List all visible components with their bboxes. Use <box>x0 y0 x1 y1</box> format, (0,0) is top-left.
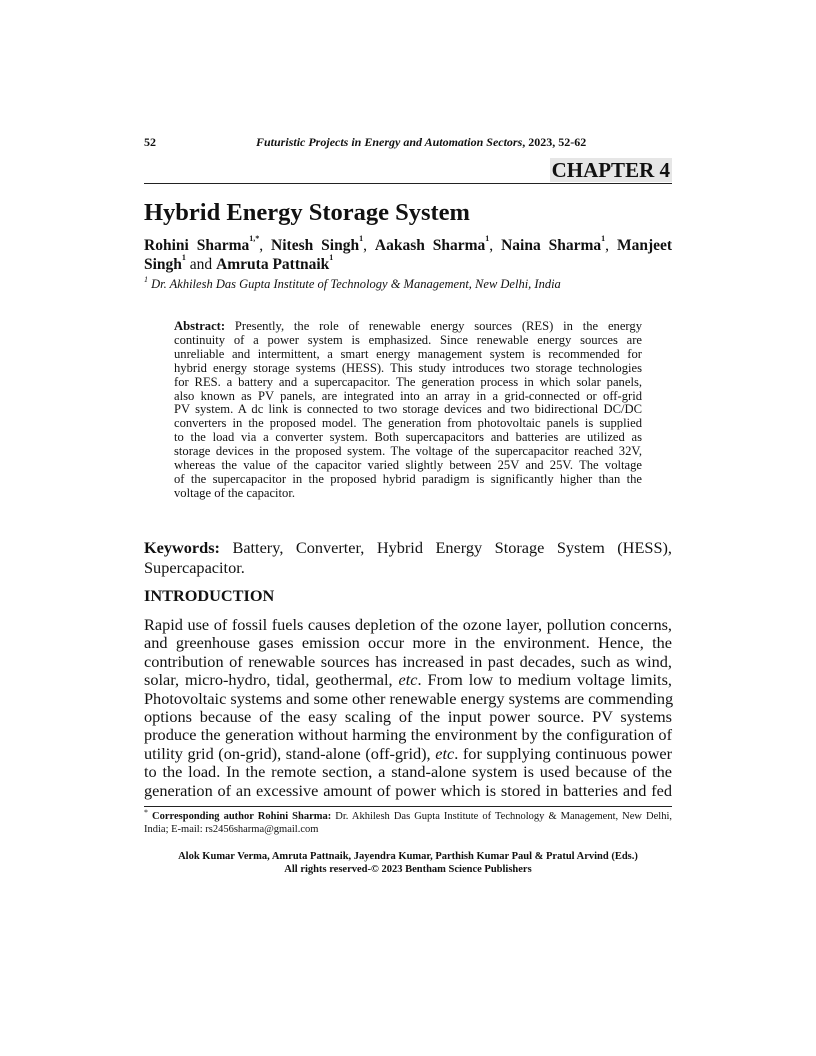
keywords-text: Battery, Converter, Hybrid Energy Storage System (HESS), <box>232 538 672 557</box>
author-list <box>144 236 672 274</box>
editors: Alok Kumar Verma, Amruta Pattnaik, Jayendra Kumar, Parthish Kumar Paul & Pratul Arvind (Eds.) <box>178 851 638 862</box>
affiliation-mark: 1 <box>144 275 148 284</box>
footnote-text: Dr. Akhilesh Das Gupta Institute of Technology & Management, New Delhi, India; E-mail: rs2456sharma@gmail.com <box>144 811 672 835</box>
journal-name: Futuristic Projects in Energy and Automation Sectors <box>256 135 523 149</box>
abstract-text: continuity of a power system is emphasized. Since renewable energy sources are <box>174 332 642 347</box>
journal-citation <box>256 135 586 150</box>
abstract-text: storage devices in the proposed system. The voltage of the supercapacitor reached 32V, <box>174 444 642 459</box>
abstract-text: to the load via a converter system. Both supercapacitors and batteries are utilized as <box>174 430 642 445</box>
author-affiliation-mark: 1 <box>601 234 606 243</box>
abstract-line <box>174 403 642 417</box>
abstract-text: whereas the value of the capacitor varied slightly between 25V and 25V. The voltage <box>174 458 642 473</box>
keywords <box>144 538 672 578</box>
abstract-line <box>174 376 642 390</box>
author-name: Manjeet <box>616 237 673 254</box>
abstract-line <box>174 445 642 459</box>
section-heading: INTRODUCTION <box>144 586 275 605</box>
author-name: Amruta Pattnaik$^1$ <box>216 253 334 273</box>
abstract-text: Presently, the role of renewable energy sources (RES) in the energy <box>234 319 642 333</box>
author-affiliation-mark: 1 <box>181 253 186 262</box>
affiliation <box>144 277 561 292</box>
intro-line: and greenhouse gases emission occur more in the environment. Hence, the <box>144 633 672 653</box>
author-line-2 <box>144 255 672 274</box>
journal-volume: , 2023, 52-62 <box>522 135 587 149</box>
footnote-mark: * <box>144 808 148 817</box>
abstract-label: Abstract: <box>174 319 226 333</box>
emphasis: etc <box>398 670 418 690</box>
page-number: 52 <box>144 135 156 149</box>
abstract-line <box>174 390 642 404</box>
abstract-line <box>174 334 642 348</box>
abstract-text: voltage of the capacitor. <box>174 485 295 500</box>
footnote-divider <box>144 806 672 807</box>
copyright: All rights reserved-© 2023 Bentham Science Publishers <box>284 864 532 875</box>
author-name: Nitesh Singh$^1$ <box>271 234 364 254</box>
abstract-line <box>174 487 642 501</box>
intro-line: contribution of renewable sources has increased in past decades, such as wind, <box>144 651 672 671</box>
author-name: Rohini Sharma$^{1,*}$ <box>144 234 260 254</box>
author-line-1: Rohini Sharma$^{1,*}$, Nitesh Singh$^1$, Aakash Sharma$^1$, Naina Sharma$^1$, Manjeet <box>144 234 673 254</box>
footnote <box>144 810 672 836</box>
abstract-text: also known as PV panels, are integrated into an array in a grid-connected or off-grid <box>174 388 642 403</box>
publisher-info <box>144 850 672 876</box>
author-name: Singh$^1$ <box>144 253 186 273</box>
abstract-text: unreliable and intermittent, a smart energy management system is recommended for <box>174 346 642 361</box>
abstract-text: converters in the proposed model. The generation from photovoltaic panels is supplied <box>174 416 642 431</box>
intro-line: to the load. In the remote section, a stand-alone system is used because of the <box>144 762 672 782</box>
author-affiliation-mark: 1 <box>359 234 364 243</box>
abstract-text: hybrid energy storage systems (HESS). This study introduces two storage technologies <box>174 360 642 375</box>
author-affiliation-mark: 1 <box>485 234 490 243</box>
footnote-label: Corresponding author Rohini Sharma: <box>152 811 332 822</box>
author-name: Naina Sharma$^1$ <box>501 234 606 254</box>
introduction-body <box>144 616 672 800</box>
abstract-text: of the supercapacitor in the proposed hybrid paradigm is significantly higher than the <box>174 471 642 486</box>
abstract-line <box>174 320 642 334</box>
abstract-line <box>174 473 642 487</box>
emphasis: etc <box>435 743 455 763</box>
author-affiliation-mark: 1,* <box>249 234 260 243</box>
abstract <box>174 320 642 501</box>
intro-line: generation of an excessive amount of power which is stored in batteries and fed <box>144 780 672 800</box>
abstract-text: PV system. A dc link is connected to two storage devices and two bidirectional DC/DC <box>174 402 642 417</box>
abstract-line <box>174 362 642 376</box>
author-affiliation-mark: 1 <box>329 253 334 262</box>
affiliation-text: Dr. Akhilesh Das Gupta Institute of Technology & Management, New Delhi, India <box>151 277 561 291</box>
intro-line: solar, micro-hydro, tidal, geothermal, etc. From low to medium voltage limits, <box>144 670 672 690</box>
abstract-line <box>174 431 642 445</box>
author-name: Aakash Sharma$^1$ <box>374 234 490 254</box>
intro-line: Photovoltaic systems and some other renewable energy systems are commending <box>144 688 674 708</box>
chapter-label: CHAPTER 4 <box>551 158 670 182</box>
author-conjunction: and <box>189 256 213 273</box>
abstract-text: for RES. a battery and a supercapacitor. The generation process in which solar panels, <box>174 374 642 389</box>
keywords-text-cont: Supercapacitor. <box>144 558 245 577</box>
header-divider <box>144 183 672 184</box>
intro-line: produce the generation without harming the environment by the configuration of <box>144 725 672 745</box>
intro-line: options because of the easy scaling of the input power source. PV systems <box>144 707 672 727</box>
intro-line: utility grid (on-grid), stand-alone (off-grid), etc. for supplying continuous power <box>144 743 673 763</box>
abstract-line <box>174 459 642 473</box>
abstract-line <box>174 417 642 431</box>
intro-line: Rapid use of fossil fuels causes depletion of the ozone layer, pollution concerns, <box>144 615 672 634</box>
page-title: Hybrid Energy Storage System <box>144 199 470 226</box>
abstract-line <box>174 348 642 362</box>
keywords-label: Keywords: <box>144 538 220 557</box>
